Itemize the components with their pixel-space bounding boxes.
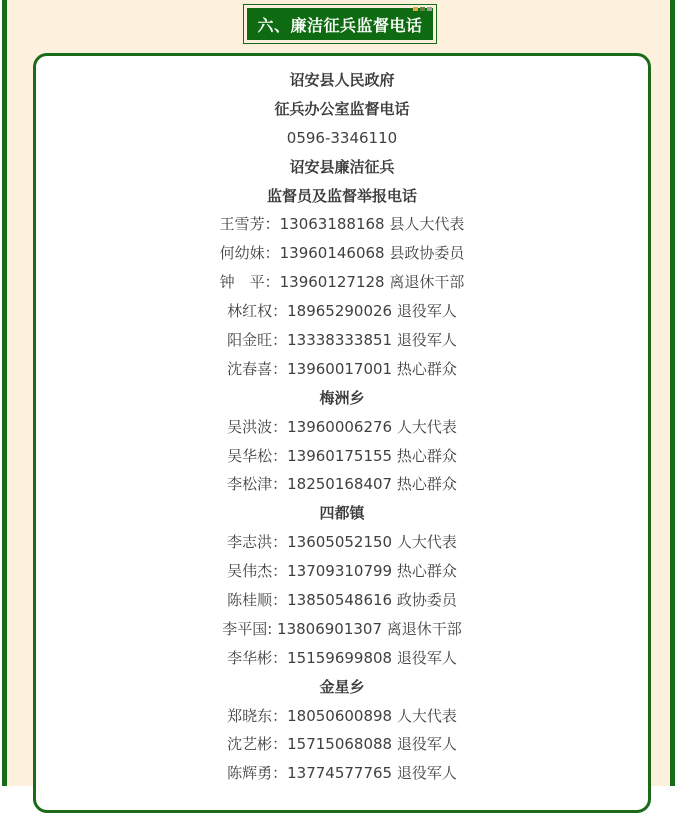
section-title: 六、廉洁征兵监督电话 bbox=[247, 8, 433, 40]
contact-line: 陈桂顺：13850548616 政协委员 bbox=[227, 591, 457, 610]
contact-line: 何幼妹：13960146068 县政协委员 bbox=[219, 244, 465, 263]
contact-line: 郑晓东：18050600898 人大代表 bbox=[227, 706, 457, 725]
contact-line: 王雪芳：13063188168 县人大代表 bbox=[219, 215, 465, 234]
section-heading: 梅洲乡 bbox=[319, 388, 365, 407]
contact-line: 李松津：18250168407 热心群众 bbox=[227, 475, 457, 494]
contact-line: 沈艺彬：15715068088 退役军人 bbox=[227, 735, 457, 754]
contact-line: 钟 平：13960127128 离退休干部 bbox=[219, 273, 465, 292]
contact-line: 吴伟杰：13709310799 热心群众 bbox=[227, 562, 457, 581]
section-heading: 四都镇 bbox=[319, 504, 365, 523]
section-header-badge bbox=[243, 4, 437, 44]
contact-line: 0596-3346110 bbox=[286, 128, 398, 147]
contact-line: 吴洪波：13960006276 人大代表 bbox=[227, 417, 457, 436]
contact-line: 陈辉勇：13774577765 退役军人 bbox=[227, 764, 457, 783]
contact-line: 吴华松：13960175155 热心群众 bbox=[227, 446, 457, 465]
supervision-phone-list bbox=[36, 66, 648, 788]
contact-line: 李平国: 13806901307 离退休干部 bbox=[222, 619, 462, 638]
section-heading: 征兵办公室监督电话 bbox=[274, 99, 410, 118]
section-heading: 金星乡 bbox=[319, 677, 365, 696]
section-heading: 诏安县廉洁征兵 bbox=[289, 157, 395, 176]
contact-line: 李华彬：15159699808 退役军人 bbox=[227, 648, 457, 667]
contact-line: 阳金旺：13338333851 退役军人 bbox=[227, 331, 457, 350]
contact-line: 李志洪：13605052150 人大代表 bbox=[227, 533, 457, 552]
section-heading: 诏安县人民政府 bbox=[289, 71, 395, 89]
contact-line: 沈春喜：13960017001 热心群众 bbox=[227, 359, 457, 378]
section-heading: 监督员及监督举报电话 bbox=[266, 186, 417, 205]
contact-line: 林红权：18965290026 退役军人 bbox=[227, 302, 457, 321]
decorative-squares-icon bbox=[413, 7, 432, 11]
